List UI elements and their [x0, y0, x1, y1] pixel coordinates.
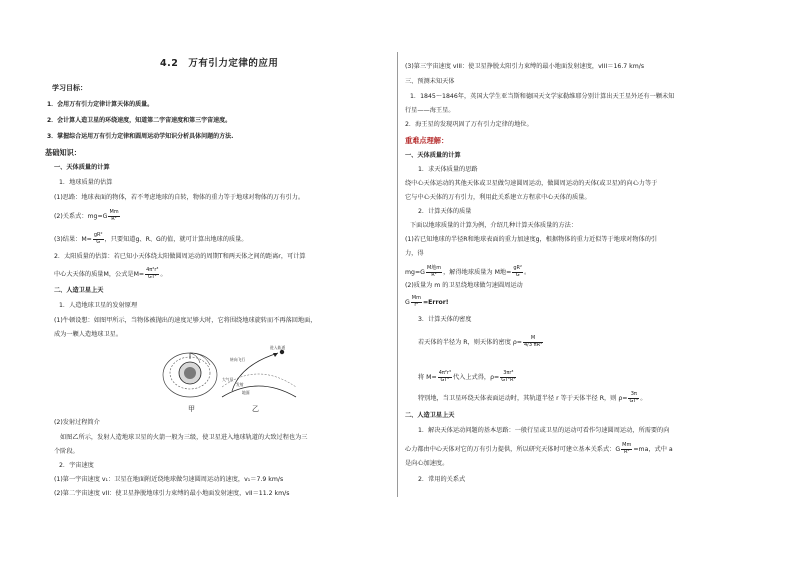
- s1-heading: 一、天体质量的计算: [54, 164, 110, 171]
- key-heading: 重难点理解：: [405, 136, 449, 145]
- frac-num: M: [523, 336, 543, 343]
- k1-line13: [418, 371, 517, 383]
- k1-12-label: 若天体的半径为 R，则天体的密度 ρ=: [418, 339, 522, 346]
- s2-heading: 二、人造卫星上天: [54, 287, 104, 294]
- frac-den: G: [515, 271, 520, 278]
- earth-core-icon: [184, 367, 196, 379]
- page-title: 4.2 万有引力定律的应用: [160, 58, 279, 69]
- goal-1: 1．会用万有引力定律计算天体的质量。: [47, 101, 154, 108]
- s1-line2-fraction: [108, 210, 119, 222]
- k1-line5: 下面以地球质量的计算为例，介绍几种计算天体质量的方法：: [410, 222, 578, 229]
- frac-num: gR²: [93, 232, 103, 238]
- frac-den: R²: [111, 215, 117, 222]
- s1-line3: [54, 233, 247, 245]
- second-cosmic-velocity: (2)第二宇宙速度 vII：使卫星挣脱地球引力束缚的最小地面发射速度，vII＝11.2 km/s: [54, 490, 290, 497]
- frac-den: GT²: [147, 273, 157, 280]
- s1-sub2: 2．太阳质量的估算：若已知小天体绕太阳做圆周运动的周期T和两天体之间的距离r，可计算: [54, 253, 306, 260]
- goal-2: 2．会计算人造卫星的环绕速度，知道第二宇宙速度和第三宇宙速度。: [47, 117, 232, 124]
- frac-den: GT²: [440, 376, 450, 383]
- fig-orbit-label: 进入轨道: [270, 345, 286, 350]
- frac-den: R²: [624, 448, 630, 455]
- s1-sub2b-label: 中心大天体的质量M，公式是M=: [54, 271, 145, 278]
- k2-2-rest: =ma，式中 a: [633, 446, 673, 453]
- k1-13-mid: 代入上式得，ρ=: [452, 374, 500, 381]
- arrow-icon: [273, 353, 278, 357]
- fig-ground-label: 地面: [242, 390, 250, 395]
- k1-line3: 它与中心天体的万有引力，利用此关系建立方程求中心天体的质量。: [405, 194, 591, 201]
- frac-den: GT²: [629, 397, 639, 404]
- k2-heading: 二、人造卫星上天: [405, 412, 455, 419]
- k1-10-label: G: [405, 299, 410, 306]
- k1-8-label: mg=G: [405, 269, 425, 276]
- fig-launch-label: 发射: [236, 382, 244, 387]
- k1-line7: 力，得: [405, 250, 424, 257]
- frac-num: M地m: [426, 265, 442, 271]
- basics-heading: 基础知识：: [45, 148, 81, 157]
- s2-line1: (1)牛顿设想：如图甲所示，当物体被抛出的速度足够大时，它将围绕地球旋转而不再落回地面，: [54, 317, 317, 324]
- third-cosmic-velocity: (3)第三宇宙速度 vIII：使卫星挣脱太阳引力束缚的最小地面发射速度，vIII＝16.7 km/s: [405, 63, 645, 70]
- frac-den: 4/3 πR³: [523, 341, 543, 348]
- k1-10-error: =Error!: [422, 299, 449, 306]
- s1-line1: (1)思路：地球表面的物体，若不考虑地球的自转，物体的重力等于地球对物体的万有引力。: [54, 194, 305, 201]
- frac-num: Mm: [109, 209, 119, 215]
- frac-num: Mm: [622, 442, 632, 448]
- k2-line2: [405, 443, 673, 455]
- s2-sub2: 2．宇宙速度: [59, 462, 94, 469]
- frac-den: GT²R³: [501, 376, 516, 383]
- frac-num: 3π: [628, 392, 639, 399]
- k2-line1: 1．解决天体运动问题的基本思路：一般行星或卫星的运动可看作匀速圆周运动，所需要的向: [418, 427, 670, 434]
- k1-line4: 2．计算天体的质量: [418, 208, 472, 215]
- s1-line3-label: (3)结果：M=: [54, 236, 92, 243]
- first-cosmic-velocity: (1)第一宇宙速度 v₁：卫星在地面附近绕地球做匀速圆周运动的速度，v₁＝7.9 km/s: [54, 476, 284, 483]
- r-line2: 2．海王星的发现巩固了万有引力定律的地位。: [405, 121, 533, 128]
- frac-den: R²: [431, 271, 437, 278]
- k1-14-fraction: [628, 392, 639, 404]
- figure-yi: [218, 345, 300, 401]
- k1-line10: [405, 296, 449, 308]
- fig-coast-label: 转向飞行: [230, 357, 246, 362]
- k1-8-fraction-2: [512, 266, 523, 278]
- k1-14-label: 特别地，当卫星环绕天体表面运动时，其轨道半径 r 等于天体半径 R，则 ρ=: [418, 395, 628, 402]
- k1-13-label: 将 M=: [418, 374, 437, 381]
- s1-sub2-formula: [54, 268, 167, 280]
- k1-line12: [418, 336, 544, 348]
- s1-sub2b-fraction: [145, 268, 159, 280]
- k1-12-fraction: [523, 336, 543, 348]
- k1-13-fraction-2: [500, 371, 516, 383]
- s1-sub2b-end: 。: [160, 271, 167, 278]
- k1-line8: [405, 266, 530, 278]
- k1-line2: 绕中心天体运动的其他天体或卫星做匀速圆周运动，做圆周运动的天体(或卫星)的向心力等于: [405, 180, 658, 187]
- s1-line2-eq: mg=G: [87, 213, 108, 220]
- r-s3-heading: 三、预测未知天体: [405, 78, 455, 85]
- frac-den: r²: [414, 301, 419, 308]
- k1-8-mid: ，解得地球质量为 M地=: [443, 269, 512, 276]
- k2-2-fraction: [621, 443, 632, 455]
- k1-14-end: 。: [640, 395, 647, 402]
- frac-num: Mm: [411, 295, 421, 301]
- s2-line3: 如图乙所示，发射人造地球卫星的火箭一般为三级，使卫星进入地球轨道的大致过程也为三: [60, 434, 308, 441]
- s1-line3-fraction: [93, 233, 104, 245]
- s2-line1b: 成为一颗人造地球卫星。: [54, 331, 123, 338]
- frac-num: 4π²r³: [438, 370, 451, 376]
- figure-jia-label: 甲: [188, 405, 195, 413]
- k1-13-fraction: [438, 371, 452, 383]
- k2-line3: 是向心加速度。: [405, 460, 449, 467]
- s1-line2-label: (2)关系式：: [54, 213, 88, 220]
- r-line1: 1．1845～1846年，英国大学生亚当斯和德国天文学家勒维耶分别计算出天王星外还有一颗未知: [410, 93, 675, 100]
- k1-line9: (2)质量为 m 的卫星绕地球做匀速圆周运动: [405, 282, 523, 289]
- goal-3: 3．掌握综合运用万有引力定律和圆周运动学知识分析具体问题的方法.: [47, 133, 234, 140]
- fig-atmo-label: 大气层: [222, 377, 234, 382]
- r-line1b: 行星——海王星。: [405, 107, 455, 114]
- s2-sub1: 1．人造地球卫星的发射原理: [59, 302, 138, 309]
- frac-den: G: [96, 238, 101, 245]
- s1-sub1: 1．地球质量的估算: [59, 179, 113, 186]
- k1-10-fraction: [411, 296, 422, 308]
- k1-line14: [418, 392, 646, 404]
- figure-yi-label: 乙: [252, 405, 259, 413]
- s1-line3-rest: ，只要知道g、R、G的值，就可计算出地球的质量。: [104, 236, 248, 243]
- s2-line2: (2)发射过程简介: [54, 419, 100, 426]
- frac-num: 3πr³: [500, 371, 516, 378]
- k1-line6: (1)若已知地球的半径R和地球表面的重力加速度g，根据物体的重力近似等于地球对物体的引: [405, 236, 658, 243]
- s2-line3b: 个阶段。: [54, 448, 79, 455]
- goals-heading: 学习目标：: [52, 84, 87, 92]
- frac-num: gR²: [513, 265, 522, 271]
- s1-line2: [54, 210, 121, 222]
- k1-line11: 3．计算天体的密度: [418, 316, 472, 323]
- k1-8-end: 。: [523, 269, 531, 276]
- frac-num: 4π²r³: [146, 267, 159, 273]
- k2-2-label: 心力都由中心天体对它的万有引力提供，所以研究天体时可建立基本关系式：G: [405, 446, 621, 453]
- k1-heading: 一、天体质量的计算: [405, 152, 461, 159]
- column-divider: [397, 52, 398, 497]
- k1-8-fraction: [426, 266, 442, 278]
- k2-line4: 2．常用的关系式: [418, 476, 466, 483]
- k1-line1: 1．求天体质量的思路: [418, 166, 478, 173]
